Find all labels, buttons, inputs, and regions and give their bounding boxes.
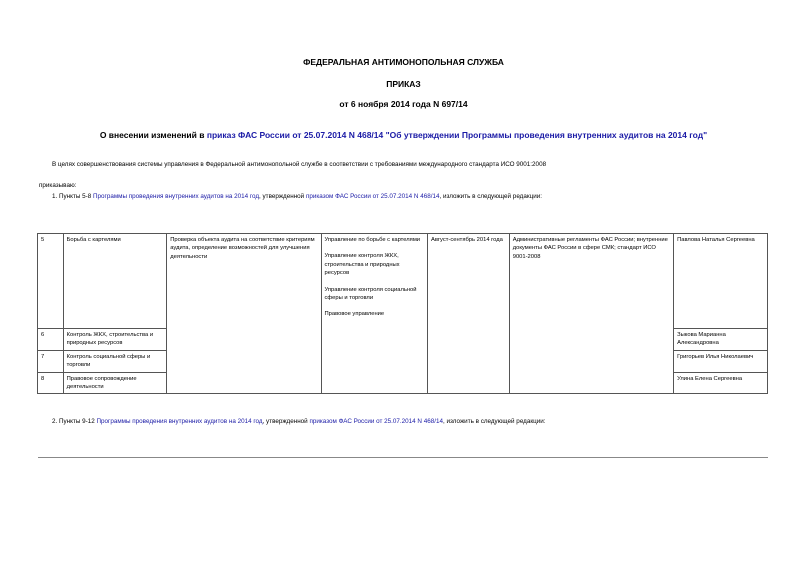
title-link[interactable]: приказ ФАС России от 25.07.2014 N 468/14 "Об утверждении Программы проведения внутренних аудитов на 2014 год" bbox=[206, 130, 708, 140]
org-name: ФЕДЕРАЛЬНАЯ АНТИМОНОПОЛЬНАЯ СЛУЖБА bbox=[303, 57, 504, 67]
lead-auditor: Зыкова Марианна Александровна bbox=[674, 329, 768, 351]
lead-auditor: Улина Елена Сергеевна bbox=[674, 372, 768, 394]
lead-auditor: Павлова Наталья Сергеевна bbox=[674, 234, 768, 329]
order-date-number: от 6 ноября 2014 года N 697/14 bbox=[339, 99, 468, 109]
item-2-mid: , утвержденной bbox=[262, 418, 310, 425]
audit-area: Контроль социальной сферы и торговли bbox=[63, 350, 167, 372]
row-number: 6 bbox=[38, 329, 64, 351]
row-number: 7 bbox=[38, 350, 64, 372]
audit-purpose: Проверка объекта аудита на соответствие критериям аудита, определение возможностей для улучшения деятельности bbox=[167, 234, 321, 394]
item-2-prefix: 2. Пункты 9-12 bbox=[52, 418, 97, 425]
audit-area: Контроль ЖКХ, строительства и природных ресурсов bbox=[63, 329, 167, 351]
row-number: 8 bbox=[38, 372, 64, 394]
item-2-order-link[interactable]: приказом ФАС России от 25.07.2014 N 468/14 bbox=[309, 418, 443, 425]
item-1-paragraph bbox=[52, 193, 542, 200]
audit-departments bbox=[321, 234, 427, 394]
audit-area: Правовое сопровождение деятельности bbox=[63, 372, 167, 394]
item-1-suffix: , изложить в следующей редакции: bbox=[439, 193, 542, 200]
department-item: Управление контроля социальной сферы и торговли bbox=[324, 286, 417, 301]
item-2-paragraph bbox=[52, 418, 546, 425]
department-item: Правовое управление bbox=[324, 311, 385, 318]
doc-type: ПРИКАЗ bbox=[386, 79, 421, 89]
item-1-program-link[interactable]: Программы проведения внутренних аудитов на 2014 год bbox=[93, 193, 260, 200]
audit-area: Борьба с картелями bbox=[63, 234, 167, 329]
row-number: 5 bbox=[38, 234, 64, 329]
department-item: Управление контроля ЖКХ, строительства и природных ресурсов bbox=[324, 253, 400, 277]
order-word: приказываю: bbox=[39, 182, 77, 189]
title-prefix: О внесении изменений в bbox=[99, 130, 207, 140]
item-2-suffix: , изложить в следующей редакции: bbox=[442, 418, 546, 425]
item-1-order-link[interactable]: приказом ФАС России от 25.07.2014 N 468/14 bbox=[305, 193, 440, 200]
intent-paragraph: В целях совершенствования системы управления в Федеральной антимонопольной службе в соответствии с требованиями международного стандарта ИСО 9001:2008 bbox=[52, 161, 547, 168]
audit-program-table bbox=[37, 233, 768, 394]
divider bbox=[38, 457, 768, 458]
department-item: Управление по борьбе с картелями bbox=[324, 237, 421, 243]
table-row bbox=[38, 234, 768, 329]
item-2-program-link[interactable]: Программы проведения внутренних аудитов на 2014 год bbox=[96, 418, 263, 425]
audit-criteria: Административные регламенты ФАС России; внутренние документы ФАС России в сфере СМК; стандарт ИСО 9001-2008 bbox=[509, 234, 673, 394]
item-1-mid: , утвержденной bbox=[259, 193, 306, 200]
item-1-prefix: 1. Пункты 5-8 bbox=[52, 193, 93, 200]
audit-period: Август-сентябрь 2014 года bbox=[427, 234, 509, 394]
document-title bbox=[0, 130, 807, 140]
lead-auditor: Григорьев Илья Николаевич bbox=[674, 350, 768, 372]
